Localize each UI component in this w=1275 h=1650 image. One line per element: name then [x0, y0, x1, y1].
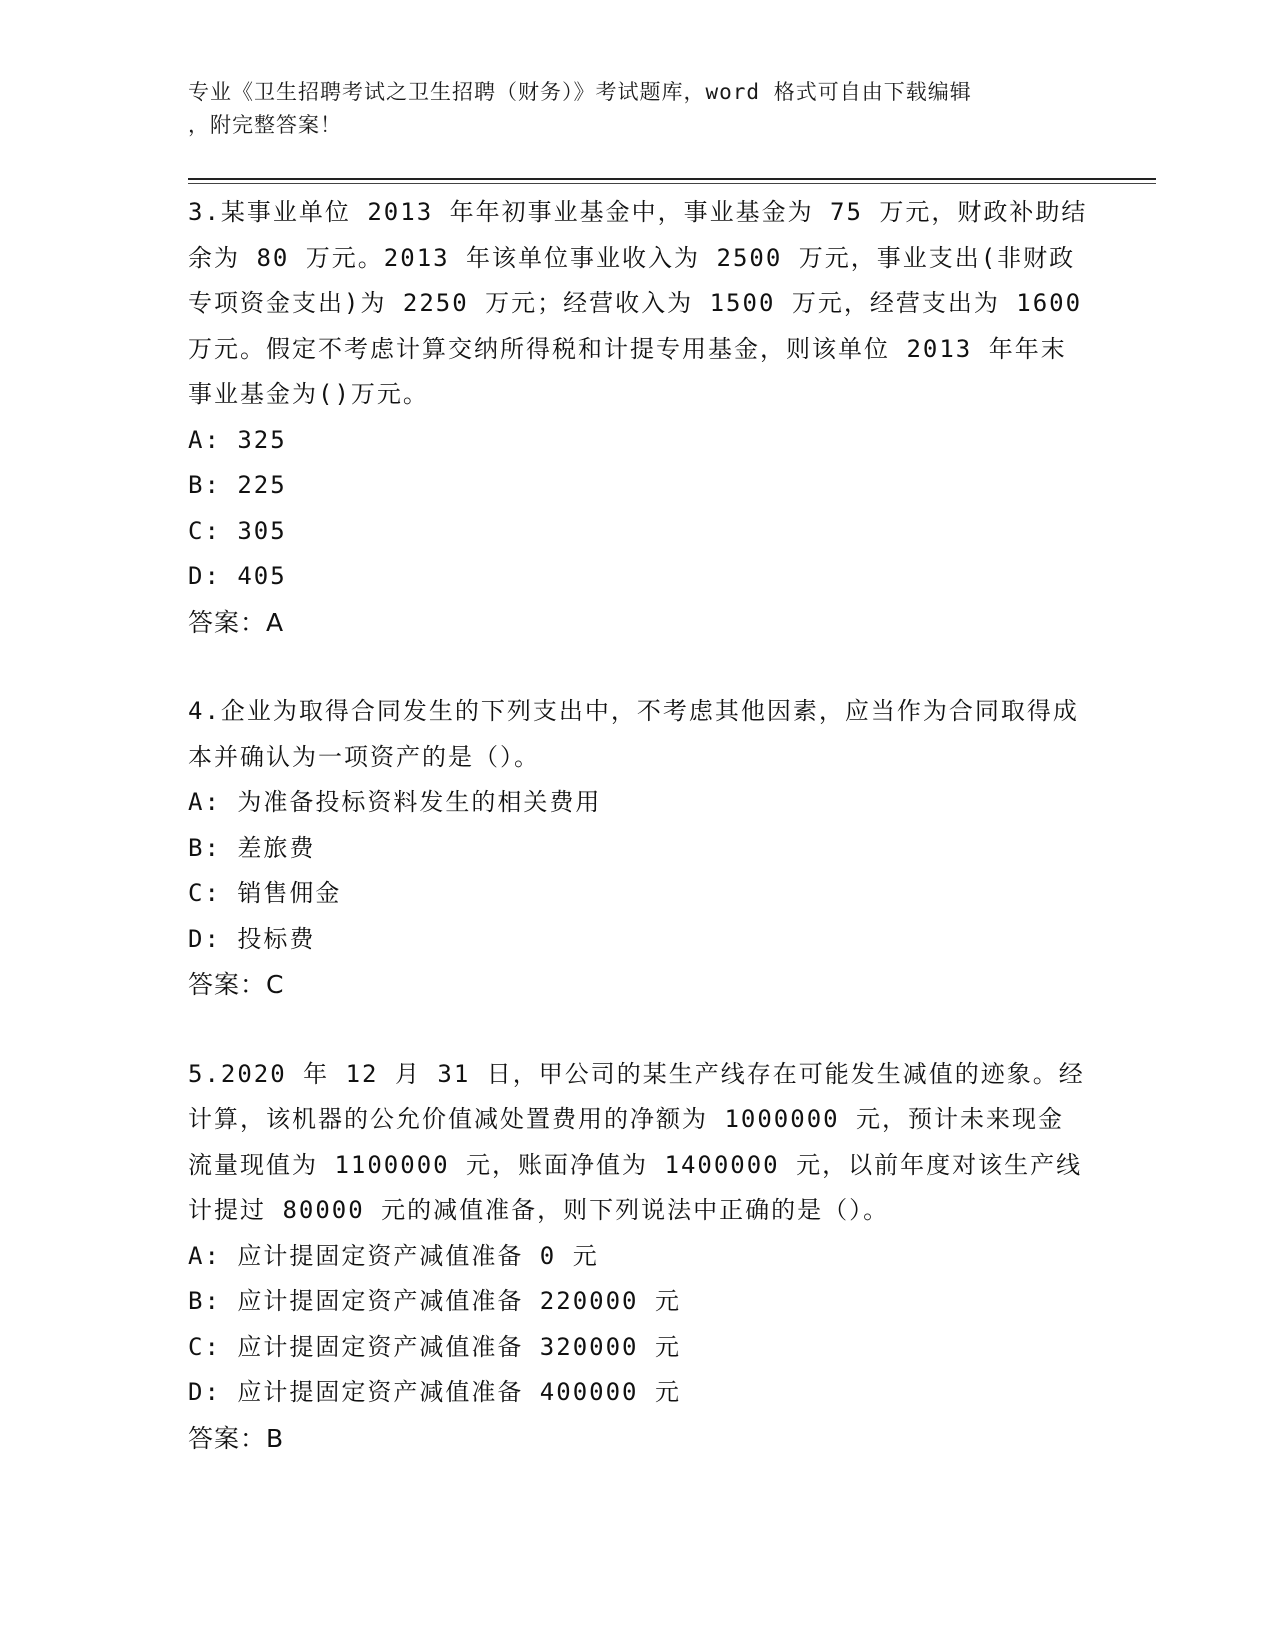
question-stem: 4.企业为取得合同发生的下列支出中，不考虑其他因素，应当作为合同取得成本并确认为一项资产的是（）。	[188, 697, 1079, 771]
answer-line: 答案：A	[188, 607, 285, 637]
header-divider-thick	[188, 178, 1156, 180]
option-a: A: 325	[188, 425, 287, 454]
header-line-1: 专业《卫生招聘考试之卫生招聘（财务）》考试题库，word 格式可自由下载编辑	[188, 80, 972, 104]
option-b: B: 差旅费	[188, 833, 316, 862]
answer-line: 答案：C	[188, 970, 285, 999]
question-3	[188, 190, 1088, 645]
option-d: D: 投标费	[188, 924, 316, 953]
option-d: D: 405	[188, 562, 287, 590]
answer-line: 答案：B	[188, 1423, 285, 1453]
header-line-2: ，附完整答案！	[188, 113, 342, 137]
question-4	[188, 689, 1088, 1008]
header-divider-thin	[188, 183, 1156, 184]
question-stem: 5.2020 年 12 月 31 日，甲公司的某生产线存在可能发生减值的迹象。经计算，该机器的公允价值减处置费用的净额为 1000000 元，预计未来现金流量现值为 1100000 元，账面净值为 1400000 元，以前年度对该生产线计提过 80000 元的减值准备，则下列说法中正确的是（）。	[188, 1059, 1085, 1224]
option-c: C: 应计提固定资产减值准备 320000 元	[188, 1332, 681, 1361]
option-c: C: 销售佣金	[188, 879, 342, 907]
question-spacer	[188, 1008, 1088, 1052]
option-d: D: 应计提固定资产减值准备 400000 元	[188, 1378, 681, 1406]
option-a: A: 应计提固定资产减值准备 0 元	[188, 1241, 599, 1270]
question-spacer	[188, 645, 1088, 689]
option-a: A: 为准备投标资料发生的相关费用	[188, 788, 602, 816]
option-c: C: 305	[188, 516, 287, 545]
option-b: B: 225	[188, 471, 287, 499]
question-5	[188, 1052, 1088, 1462]
question-stem: 3.某事业单位 2013 年年初事业基金中，事业基金为 75 万元，财政补助结余为 80 万元。2013 年该单位事业收入为 2500 万元，事业支出(非财政专项资金支出)为 2250 万元；经营收入为 1500 万元，经营支出为 1600 万元。假定不考虑计算交纳所得税和计提专用基金，则该单位 2013 年年末事业基金为()万元。	[188, 198, 1088, 408]
question-list	[188, 190, 1088, 1461]
document-header	[188, 76, 1068, 142]
option-b: B: 应计提固定资产减值准备 220000 元	[188, 1287, 681, 1315]
